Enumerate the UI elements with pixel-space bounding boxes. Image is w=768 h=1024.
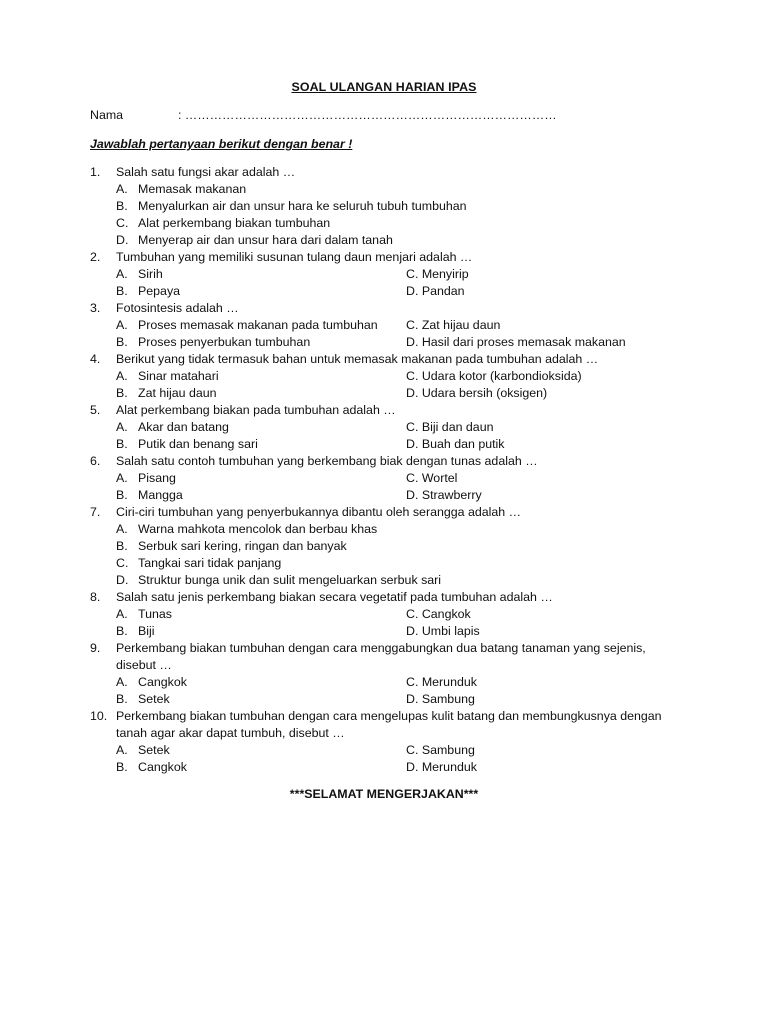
option-text: Mangga bbox=[138, 488, 183, 502]
option-text: Sinar matahari bbox=[138, 369, 219, 383]
option-row bbox=[90, 232, 690, 249]
option-letter: B. bbox=[116, 760, 128, 774]
option-letter: A. bbox=[116, 471, 128, 485]
option-text: Setek bbox=[138, 743, 170, 757]
question-item bbox=[90, 351, 690, 402]
option-text: Memasak makanan bbox=[138, 182, 247, 196]
option-row bbox=[90, 266, 690, 283]
option-text-right: D. Pandan bbox=[406, 284, 465, 298]
question-number: 4. bbox=[90, 352, 101, 366]
option-text: Sirih bbox=[138, 267, 163, 281]
question-text: Alat perkembang biakan pada tumbuhan adalah … bbox=[116, 403, 396, 417]
option-row bbox=[90, 521, 690, 538]
option-text: Proses memasak makanan pada tumbuhan bbox=[138, 318, 378, 332]
option-letter: A. bbox=[116, 607, 128, 621]
option-text: Menyerap air dan unsur hara dari dalam tanah bbox=[138, 233, 393, 247]
question-line bbox=[90, 640, 690, 657]
option-text-right: C. Menyirip bbox=[406, 267, 469, 281]
option-text-right: C. Zat hijau daun bbox=[406, 318, 501, 332]
question-line bbox=[90, 725, 690, 742]
option-text-right: C. Cangkok bbox=[406, 607, 471, 621]
option-text-right: D. Strawberry bbox=[406, 488, 482, 502]
option-letter: B. bbox=[116, 692, 128, 706]
option-row bbox=[90, 538, 690, 555]
option-text: Menyalurkan air dan unsur hara ke seluruh tubuh tumbuhan bbox=[138, 199, 467, 213]
option-letter: D. bbox=[116, 233, 129, 247]
closing-text: ***SELAMAT MENGERJAKAN*** bbox=[289, 787, 479, 801]
option-text: Pisang bbox=[138, 471, 176, 485]
option-text-right: D. Sambung bbox=[406, 692, 475, 706]
name-label: Nama bbox=[90, 108, 124, 122]
option-text: Biji bbox=[138, 624, 155, 638]
question-number: 5. bbox=[90, 403, 101, 417]
option-row bbox=[90, 623, 690, 640]
question-line bbox=[90, 164, 690, 181]
option-text-right: C. Sambung bbox=[406, 743, 475, 757]
option-text: Alat perkembang biakan tumbuhan bbox=[138, 216, 331, 230]
option-row bbox=[90, 368, 690, 385]
question-line bbox=[90, 708, 690, 725]
question-text: Salah satu jenis perkembang biakan secara vegetatif pada tumbuhan adalah … bbox=[116, 590, 553, 604]
question-number: 9. bbox=[90, 641, 101, 655]
question-line bbox=[90, 657, 690, 674]
option-text-right: D. Buah dan putik bbox=[406, 437, 505, 451]
option-row bbox=[90, 334, 690, 351]
option-letter: B. bbox=[116, 539, 128, 553]
question-item bbox=[90, 249, 690, 300]
question-item bbox=[90, 453, 690, 504]
option-letter: A. bbox=[116, 420, 128, 434]
question-text: Salah satu contoh tumbuhan yang berkembang biak dengan tunas adalah … bbox=[116, 454, 538, 468]
option-row bbox=[90, 419, 690, 436]
option-text: Cangkok bbox=[138, 675, 187, 689]
option-letter: C. bbox=[116, 556, 129, 570]
option-text: Cangkok bbox=[138, 760, 187, 774]
question-line bbox=[90, 453, 690, 470]
option-letter: A. bbox=[116, 318, 128, 332]
question-text: Fotosintesis adalah … bbox=[116, 301, 239, 315]
option-row bbox=[90, 436, 690, 453]
option-row bbox=[90, 181, 690, 198]
question-text: Ciri-ciri tumbuhan yang penyerbukannya dibantu oleh serangga adalah … bbox=[116, 505, 522, 519]
question-text: tanah agar akar dapat tumbuh, disebut … bbox=[116, 726, 345, 740]
question-item bbox=[90, 164, 690, 249]
option-text-right: D. Umbi lapis bbox=[406, 624, 480, 638]
question-number: 2. bbox=[90, 250, 101, 264]
question-line bbox=[90, 402, 690, 419]
question-line bbox=[90, 249, 690, 266]
question-item bbox=[90, 402, 690, 453]
option-row bbox=[90, 742, 690, 759]
option-text-right: C. Biji dan daun bbox=[406, 420, 494, 434]
question-line bbox=[90, 300, 690, 317]
question-number: 1. bbox=[90, 165, 101, 179]
option-row bbox=[90, 691, 690, 708]
option-row bbox=[90, 317, 690, 334]
option-row bbox=[90, 572, 690, 589]
option-text-right: C. Wortel bbox=[406, 471, 458, 485]
question-text: Berikut yang tidak termasuk bahan untuk memasak makanan pada tumbuhan adalah … bbox=[116, 352, 599, 366]
option-text: Setek bbox=[138, 692, 170, 706]
option-letter: A. bbox=[116, 267, 128, 281]
option-letter: B. bbox=[116, 199, 128, 213]
option-letter: A. bbox=[116, 182, 128, 196]
question-item bbox=[90, 589, 690, 640]
option-text-right: D. Udara bersih (oksigen) bbox=[406, 386, 548, 400]
instruction-text: Jawablah pertanyaan berikut dengan benar ! bbox=[90, 137, 353, 151]
option-text: Tangkai sari tidak panjang bbox=[138, 556, 282, 570]
option-row bbox=[90, 385, 690, 402]
option-text: Putik dan benang sari bbox=[138, 437, 258, 451]
question-item bbox=[90, 640, 690, 708]
option-text-right: C. Udara kotor (karbondioksida) bbox=[406, 369, 582, 383]
option-text-right: D. Merunduk bbox=[406, 760, 477, 774]
option-row bbox=[90, 555, 690, 572]
option-text: Serbuk sari kering, ringan dan banyak bbox=[138, 539, 347, 553]
option-letter: A. bbox=[116, 369, 128, 383]
option-letter: B. bbox=[116, 488, 128, 502]
question-item bbox=[90, 708, 690, 776]
name-blank-line: : ……………………………………………………………………………… bbox=[178, 108, 557, 122]
option-row bbox=[90, 606, 690, 623]
option-letter: A. bbox=[116, 743, 128, 757]
option-letter: D. bbox=[116, 573, 129, 587]
question-text: disebut … bbox=[116, 658, 172, 672]
option-letter: B. bbox=[116, 437, 128, 451]
question-number: 6. bbox=[90, 454, 101, 468]
option-text: Struktur bunga unik dan sulit mengeluarkan serbuk sari bbox=[138, 573, 442, 587]
option-letter: B. bbox=[116, 624, 128, 638]
question-text: Perkembang biakan tumbuhan dengan cara menggabungkan dua batang tanaman yang sejenis, bbox=[116, 641, 646, 655]
option-text: Akar dan batang bbox=[138, 420, 229, 434]
option-letter: C. bbox=[116, 216, 129, 230]
option-row bbox=[90, 198, 690, 215]
question-item bbox=[90, 504, 690, 589]
question-line bbox=[90, 504, 690, 521]
option-letter: A. bbox=[116, 522, 128, 536]
option-text-right: D. Hasil dari proses memasak makanan bbox=[406, 335, 626, 349]
option-row bbox=[90, 283, 690, 300]
option-letter: B. bbox=[116, 284, 128, 298]
option-row bbox=[90, 470, 690, 487]
page-title: SOAL ULANGAN HARIAN IPAS bbox=[291, 80, 477, 94]
name-row bbox=[90, 107, 557, 124]
option-text: Proses penyerbukan tumbuhan bbox=[138, 335, 311, 349]
option-text: Warna mahkota mencolok dan berbau khas bbox=[138, 522, 378, 536]
question-item bbox=[90, 300, 690, 351]
question-text: Tumbuhan yang memiliki susunan tulang daun menjari adalah … bbox=[116, 250, 473, 264]
option-letter: B. bbox=[116, 335, 128, 349]
question-number: 8. bbox=[90, 590, 101, 604]
question-number: 10. bbox=[90, 709, 108, 723]
question-number: 3. bbox=[90, 301, 101, 315]
option-letter: A. bbox=[116, 675, 128, 689]
option-text: Pepaya bbox=[138, 284, 181, 298]
question-line bbox=[90, 351, 690, 368]
option-row bbox=[90, 487, 690, 504]
option-row bbox=[90, 759, 690, 776]
question-list bbox=[90, 164, 690, 776]
question-text: Perkembang biakan tumbuhan dengan cara mengelupas kulit batang dan membungkusnya dengan bbox=[116, 709, 662, 723]
option-letter: B. bbox=[116, 386, 128, 400]
option-row bbox=[90, 674, 690, 691]
question-number: 7. bbox=[90, 505, 101, 519]
question-text: Salah satu fungsi akar adalah … bbox=[116, 165, 296, 179]
option-row bbox=[90, 215, 690, 232]
option-text: Tunas bbox=[138, 607, 172, 621]
option-text-right: C. Merunduk bbox=[406, 675, 477, 689]
option-text: Zat hijau daun bbox=[138, 386, 217, 400]
question-line bbox=[90, 589, 690, 606]
